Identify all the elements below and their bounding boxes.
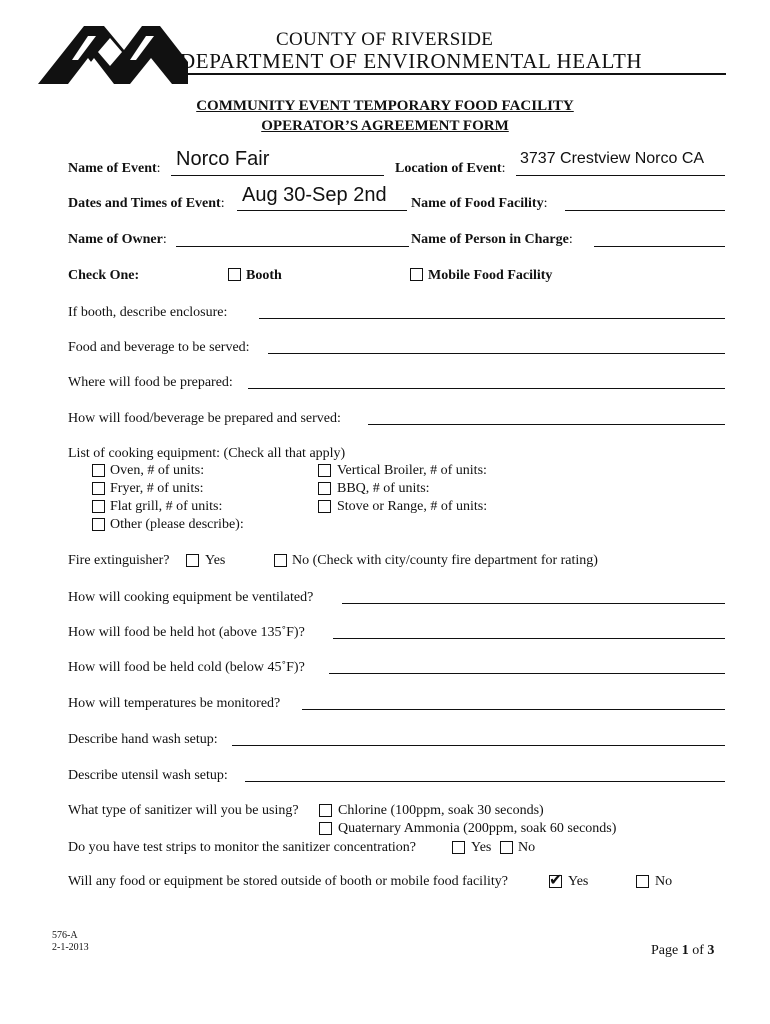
- fire-yes-checkbox[interactable]: [186, 554, 199, 567]
- vertical-broiler-checkbox[interactable]: [318, 464, 331, 477]
- equipment-heading: List of cooking equipment: (Check all that apply): [68, 446, 346, 461]
- dates-field[interactable]: Aug 30-Sep 2nd: [242, 184, 387, 206]
- page-current: 1: [681, 943, 689, 958]
- utensil-wash-field[interactable]: [245, 781, 725, 782]
- storage-label: Will any food or equipment be stored outside of booth or mobile food facility?: [68, 874, 508, 889]
- location-label-group: [395, 161, 505, 177]
- test-strips-no-checkbox[interactable]: [500, 841, 513, 854]
- colon: :: [156, 161, 161, 176]
- name-of-event-line: [171, 175, 384, 176]
- storage-no-checkbox[interactable]: [636, 875, 649, 888]
- flat-grill-checkbox[interactable]: [92, 500, 105, 513]
- food-served-field[interactable]: [268, 353, 725, 354]
- prepared-where-label: Where will food be prepared:: [68, 375, 233, 390]
- check-one-label: Check One:: [68, 268, 140, 283]
- booth-label: Booth: [246, 268, 282, 283]
- held-cold-field[interactable]: [329, 673, 725, 674]
- temps-label: How will temperatures be monitored?: [68, 696, 281, 711]
- enclosure-field[interactable]: [259, 318, 725, 319]
- form-title-line2: OPERATOR’S AGREEMENT FORM: [261, 118, 509, 134]
- other-equipment-label: Other (please describe):: [110, 517, 244, 532]
- hand-wash-field[interactable]: [232, 745, 725, 746]
- test-strips-yes-checkbox[interactable]: [452, 841, 465, 854]
- page-total: 3: [707, 943, 715, 958]
- dates-label: Dates and Times of Event: [68, 196, 221, 211]
- colon: :: [162, 232, 167, 247]
- colon: :: [568, 232, 573, 247]
- stove-label: Stove or Range, # of units:: [337, 499, 488, 514]
- location-line: [516, 175, 725, 176]
- colon: :: [220, 196, 225, 211]
- held-cold-label: How will food be held cold (below 45˚F)?: [68, 660, 305, 675]
- page-of: of: [688, 943, 708, 958]
- food-served-label: Food and beverage to be served:: [68, 340, 250, 355]
- bbq-label: BBQ, # of units:: [337, 481, 430, 496]
- location-field[interactable]: 3737 Crestview Norco CA: [520, 150, 705, 167]
- test-strips-no-label: No: [518, 840, 536, 855]
- name-of-event-label-group: [68, 161, 161, 177]
- form-number: 576-A: [52, 930, 78, 941]
- form-title-line1: COMMUNITY EVENT TEMPORARY FOOD FACILITY: [196, 98, 574, 114]
- person-in-charge-label: Name of Person in Charge: [411, 232, 569, 247]
- department-name: DEPARTMENT OF ENVIRONMENTAL HEALTH: [180, 49, 643, 73]
- sanitizer-label: What type of sanitizer will you be using?: [68, 803, 299, 818]
- location-label: Location of Event: [395, 161, 502, 176]
- food-facility-label-group: [411, 196, 547, 212]
- name-of-event-label: Name of Event: [68, 161, 157, 176]
- person-in-charge-label-group: [411, 232, 573, 248]
- oven-checkbox[interactable]: [92, 464, 105, 477]
- temps-field[interactable]: [302, 709, 725, 710]
- person-in-charge-field[interactable]: [594, 246, 725, 247]
- oven-label: Oven, # of units:: [110, 463, 205, 478]
- county-name: COUNTY OF RIVERSIDE: [276, 29, 494, 50]
- ventilated-label: How will cooking equipment be ventilated?: [68, 590, 314, 605]
- bbq-checkbox[interactable]: [318, 482, 331, 495]
- header-rule: [180, 73, 726, 75]
- form-date: 2-1-2013: [52, 942, 89, 953]
- mobile-food-facility-label: Mobile Food Facility: [428, 268, 553, 283]
- owner-field[interactable]: [176, 246, 409, 247]
- hand-wash-label: Describe hand wash setup:: [68, 732, 218, 747]
- ventilated-field[interactable]: [342, 603, 725, 604]
- prepared-how-field[interactable]: [368, 424, 725, 425]
- chlorine-checkbox[interactable]: [319, 804, 332, 817]
- fryer-checkbox[interactable]: [92, 482, 105, 495]
- dates-label-group: [68, 196, 225, 212]
- department-logo: [38, 22, 188, 86]
- fire-extinguisher-label: Fire extinguisher?: [68, 553, 170, 568]
- fire-no-checkbox[interactable]: [274, 554, 287, 567]
- quaternary-ammonia-checkbox[interactable]: [319, 822, 332, 835]
- page-number: [651, 943, 714, 959]
- test-strips-yes-label: Yes: [471, 840, 492, 855]
- prepared-where-field[interactable]: [248, 388, 725, 389]
- chlorine-label: Chlorine (100ppm, soak 30 seconds): [338, 803, 544, 818]
- page-prefix: Page: [651, 943, 682, 958]
- fire-no-label: No (Check with city/county fire department for rating): [292, 553, 598, 568]
- quaternary-ammonia-label: Quaternary Ammonia (200ppm, soak 60 seconds): [338, 821, 617, 836]
- food-facility-label: Name of Food Facility: [411, 196, 544, 211]
- stove-checkbox[interactable]: [318, 500, 331, 513]
- colon: :: [543, 196, 548, 211]
- storage-yes-label: Yes: [568, 874, 589, 889]
- utensil-wash-label: Describe utensil wash setup:: [68, 768, 228, 783]
- check-mark-icon: ✔: [549, 870, 563, 889]
- colon: :: [501, 161, 506, 176]
- owner-label: Name of Owner: [68, 232, 163, 247]
- fryer-label: Fryer, # of units:: [110, 481, 204, 496]
- vertical-broiler-label: Vertical Broiler, # of units:: [337, 463, 487, 478]
- dates-line: [237, 210, 407, 211]
- booth-checkbox[interactable]: [228, 268, 241, 281]
- flat-grill-label: Flat grill, # of units:: [110, 499, 223, 514]
- food-facility-field[interactable]: [565, 210, 725, 211]
- storage-no-label: No: [655, 874, 673, 889]
- enclosure-label: If booth, describe enclosure:: [68, 305, 228, 320]
- name-of-event-field[interactable]: Norco Fair: [176, 148, 270, 170]
- fire-yes-label: Yes: [205, 553, 226, 568]
- prepared-how-label: How will food/beverage be prepared and served:: [68, 411, 341, 426]
- owner-label-group: [68, 232, 167, 248]
- held-hot-field[interactable]: [333, 638, 725, 639]
- mobile-food-facility-checkbox[interactable]: [410, 268, 423, 281]
- held-hot-label: How will food be held hot (above 135˚F)?: [68, 625, 305, 640]
- test-strips-label: Do you have test strips to monitor the sanitizer concentration?: [68, 840, 416, 855]
- other-equipment-checkbox[interactable]: [92, 518, 105, 531]
